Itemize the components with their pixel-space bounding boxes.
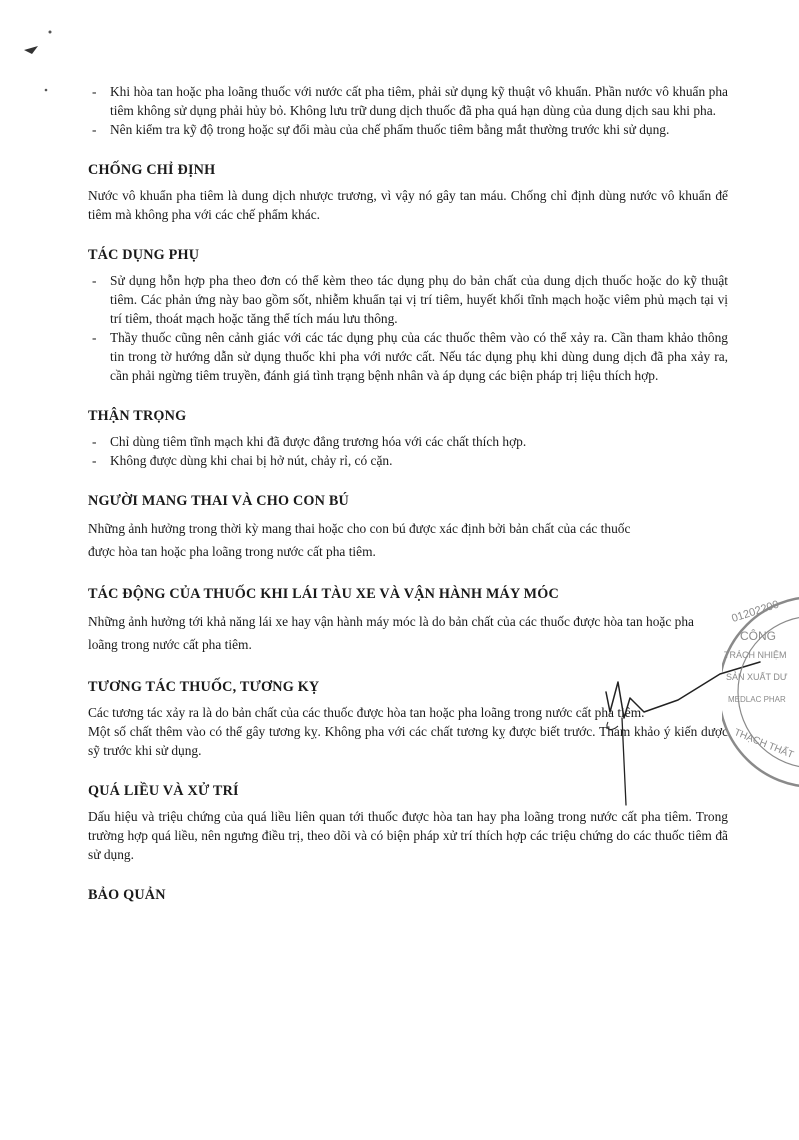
svg-text:CÔNG: CÔNG [740, 629, 776, 643]
section-text: Những ảnh hưởng tới khả năng lái xe hay vận hành máy móc là do bản chất của các thuốc được hòa tan hoặc pha loãng trong nước cất pha tiêm. [88, 614, 694, 652]
section-text: Dấu hiệu và triệu chứng của quá liều liên quan tới thuốc được hòa tan hay pha loãng trong nước cất pha tiêm. Trong trường hợp quá liều, nên ngưng điều trị, theo dõi và có biện pháp xử trí thích hợp các triệu chứng do các thuốc tiêm đã sử dụng. [88, 809, 728, 862]
section-heading: TƯƠNG TÁC THUỐC, TƯƠNG KỴ [88, 679, 320, 695]
svg-text:THẠCH THẤT: THẠCH THẤT [732, 727, 796, 761]
list-item: - Không được dùng khi chai bị hở nút, chảy rỉ, có cặn. [92, 453, 393, 468]
section-heading: QUÁ LIỀU VÀ XỬ TRÍ [88, 783, 239, 799]
section-heading: CHỐNG CHỈ ĐỊNH [88, 162, 216, 178]
section-pregnancy [88, 492, 728, 563]
svg-text:01202200: 01202200 [730, 598, 781, 626]
section-storage [88, 886, 728, 905]
section-text: Những ảnh hưởng trong thời kỳ mang thai hoặc cho con bú được xác định bởi bản chất của các thuốc được hòa tan hoặc pha loãng trong nước cất pha tiêm. [88, 521, 631, 559]
list-item: - Thầy thuốc cũng nên cảnh giác với các tác dụng phụ của các thuốc thêm vào có thể xảy ra. Cần tham khảo thông tin trong tờ hướng dẫn sử dụng thuốc khi pha với nước cất. Nếu tác dụng phụ khi dùng dung dịch đã pha xảy ra, cần phải ngừng tiêm truyền, đánh giá tình trạng bệnh nhân và áp dụng các biện pháp trị liệu thích hợp. [92, 330, 728, 383]
list-item: - Sử dụng hỗn hợp pha theo đơn có thể kèm theo tác dụng phụ do bản chất của dung dịch thuốc hoặc do kỹ thuật tiêm. Các phản ứng này bao gồm sốt, nhiễm khuẩn tại vị trí tiêm, huyết khối tĩnh mạch hoặc viêm phủ mạch tại vị trí tiêm, thoát mạch hoặc tăng thể tích máu lưu thông. [92, 273, 728, 326]
section-heading: THẬN TRỌNG [88, 408, 187, 424]
svg-text:SẢN XUẤT DƯ: SẢN XUẤT DƯ [726, 672, 788, 682]
precautions-list [88, 432, 728, 470]
svg-text:TRÁCH NHIỆM: TRÁCH NHIỆM [724, 650, 787, 660]
svg-text:MEDLAC PHAR: MEDLAC PHAR [728, 695, 786, 704]
section-heading: NGƯỜI MANG THAI VÀ CHO CON BÚ [88, 493, 349, 509]
section-text: Một số chất thêm vào có thể gây tương kỵ. Không pha với các chất tương kỵ được biết trước. Tham khảo ý kiến dược sỹ trước khi sử dụng. [88, 724, 728, 758]
list-item: - Nên kiểm tra kỹ độ trong hoặc sự đổi màu của chế phẩm thuốc tiêm bằng mắt thường trước khi sử dụng. [92, 122, 670, 137]
section-driving [88, 585, 728, 656]
list-item: - Chỉ dùng tiêm tĩnh mạch khi đã được đẳng trương hóa với các chất thích hợp. [92, 434, 527, 449]
section-text: Nước vô khuẩn pha tiêm là dung dịch nhược trương, vì vậy nó gây tan máu. Chống chỉ định dùng nước vô khuẩn để tiêm mà không pha với các chế phẩm khác. [88, 188, 728, 222]
section-heading: TÁC DỤNG PHỤ [88, 247, 200, 263]
section-text: Các tương tác xảy ra là do bản chất của các thuốc được hòa tan hoặc pha loãng trong nước cất pha tiêm. [88, 705, 645, 720]
intro-bullet-list [88, 82, 728, 139]
company-stamp [722, 592, 799, 792]
section-heading: TÁC ĐỘNG CỦA THUỐC KHI LÁI TÀU XE VÀ VẬN HÀNH MÁY MÓC [88, 586, 559, 602]
section-heading: BẢO QUẢN [88, 887, 166, 903]
list-item: - Khi hòa tan hoặc pha loãng thuốc với nước cất pha tiêm, phải sử dụng kỹ thuật vô khuẩn. Phần nước vô khuẩn pha tiêm không sử dụng phải hủy bỏ. Không lưu trữ dung dịch thuốc đã pha quá hạn dùng của dung dịch sau khi pha. [92, 84, 728, 118]
section-side-effects [88, 246, 728, 385]
section-contraindications [88, 161, 728, 224]
side-effects-list [88, 271, 728, 385]
scan-smudge-icon [20, 28, 60, 98]
section-precautions [88, 407, 728, 470]
